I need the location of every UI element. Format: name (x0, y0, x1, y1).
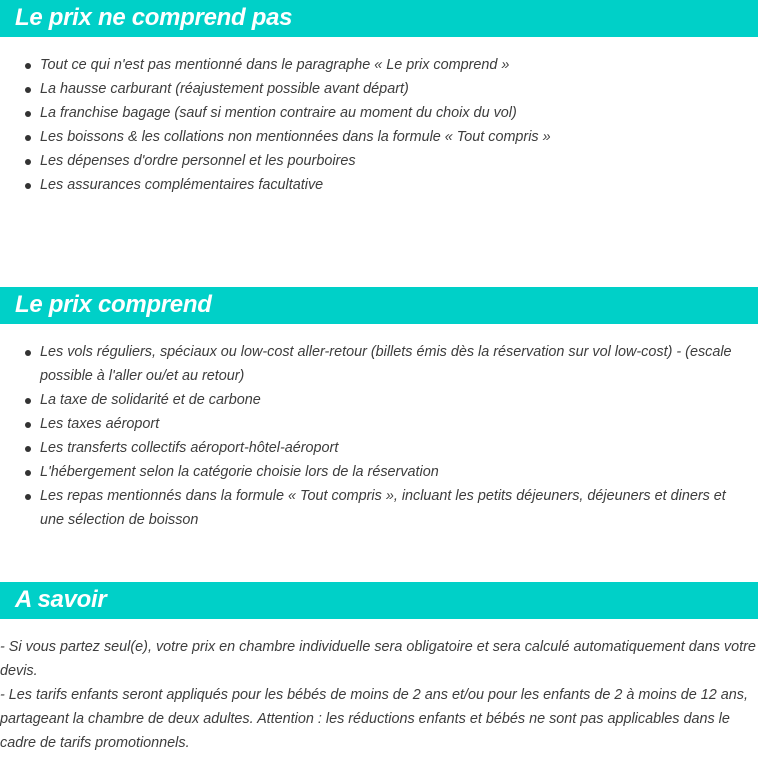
section-header-included (0, 287, 758, 324)
list-item: L'hébergement selon la catégorie choisie lors de la réservation (0, 460, 758, 484)
list-item: Les dépenses d'ordre personnel et les pourboires (0, 149, 758, 173)
bullet-icon (25, 422, 31, 428)
list-item: La hausse carburant (réajustement possible avant départ) (0, 77, 758, 101)
bullet-icon (25, 63, 31, 69)
bullet-icon (25, 111, 31, 117)
bullet-icon (25, 350, 31, 356)
section-title: Le prix ne comprend pas (15, 4, 293, 31)
section-header-good-to-know (0, 582, 758, 619)
bullet-icon (25, 159, 31, 165)
section-header-not-included (0, 0, 758, 37)
bullet-icon (25, 494, 31, 500)
bullet-icon (25, 470, 31, 476)
section-title: Le prix comprend (15, 291, 212, 318)
bullet-icon (25, 135, 31, 141)
included-list (0, 340, 758, 532)
list-item: Les boissons & les collations non mentionnées dans la formule « Tout compris » (0, 125, 758, 149)
bullet-icon (25, 398, 31, 404)
list-item: La franchise bagage (sauf si mention contraire au moment du choix du vol) (0, 101, 758, 125)
good-to-know-notes (0, 635, 758, 755)
list-item: La taxe de solidarité et de carbone (0, 388, 758, 412)
bullet-icon (25, 183, 31, 189)
section-title: A savoir (15, 586, 107, 613)
list-item: Tout ce qui n'est pas mentionné dans le paragraphe « Le prix comprend » (0, 53, 758, 77)
bullet-icon (25, 87, 31, 93)
note-paragraph: - Si vous partez seul(e), votre prix en chambre individuelle sera obligatoire et sera calculé automatiquement dans votre devis. (0, 639, 756, 679)
bullet-icon (25, 446, 31, 452)
note-paragraph: - Les tarifs enfants seront appliqués pour les bébés de moins de 2 ans et/ou pour les enfants de 2 à moins de 12 ans, partageant la chambre de deux adultes. Attention : les réductions enfants et bébés ne sont pas applicables dans le cadre de tarifs promotionnels. (0, 687, 748, 751)
list-item: Les transferts collectifs aéroport-hôtel-aéroport (0, 436, 758, 460)
list-item: Les assurances complémentaires facultative (0, 173, 758, 197)
list-item: Les taxes aéroport (0, 412, 758, 436)
list-item: Les repas mentionnés dans la formule « Tout compris », incluant les petits déjeuners, déjeuners et diners et une sélection de boisson (0, 484, 758, 532)
list-item: Les vols réguliers, spéciaux ou low-cost aller-retour (billets émis dès la réservation sur vol low-cost) - (escale possible à l'aller ou/et au retour) (0, 340, 758, 388)
not-included-list (0, 53, 758, 197)
